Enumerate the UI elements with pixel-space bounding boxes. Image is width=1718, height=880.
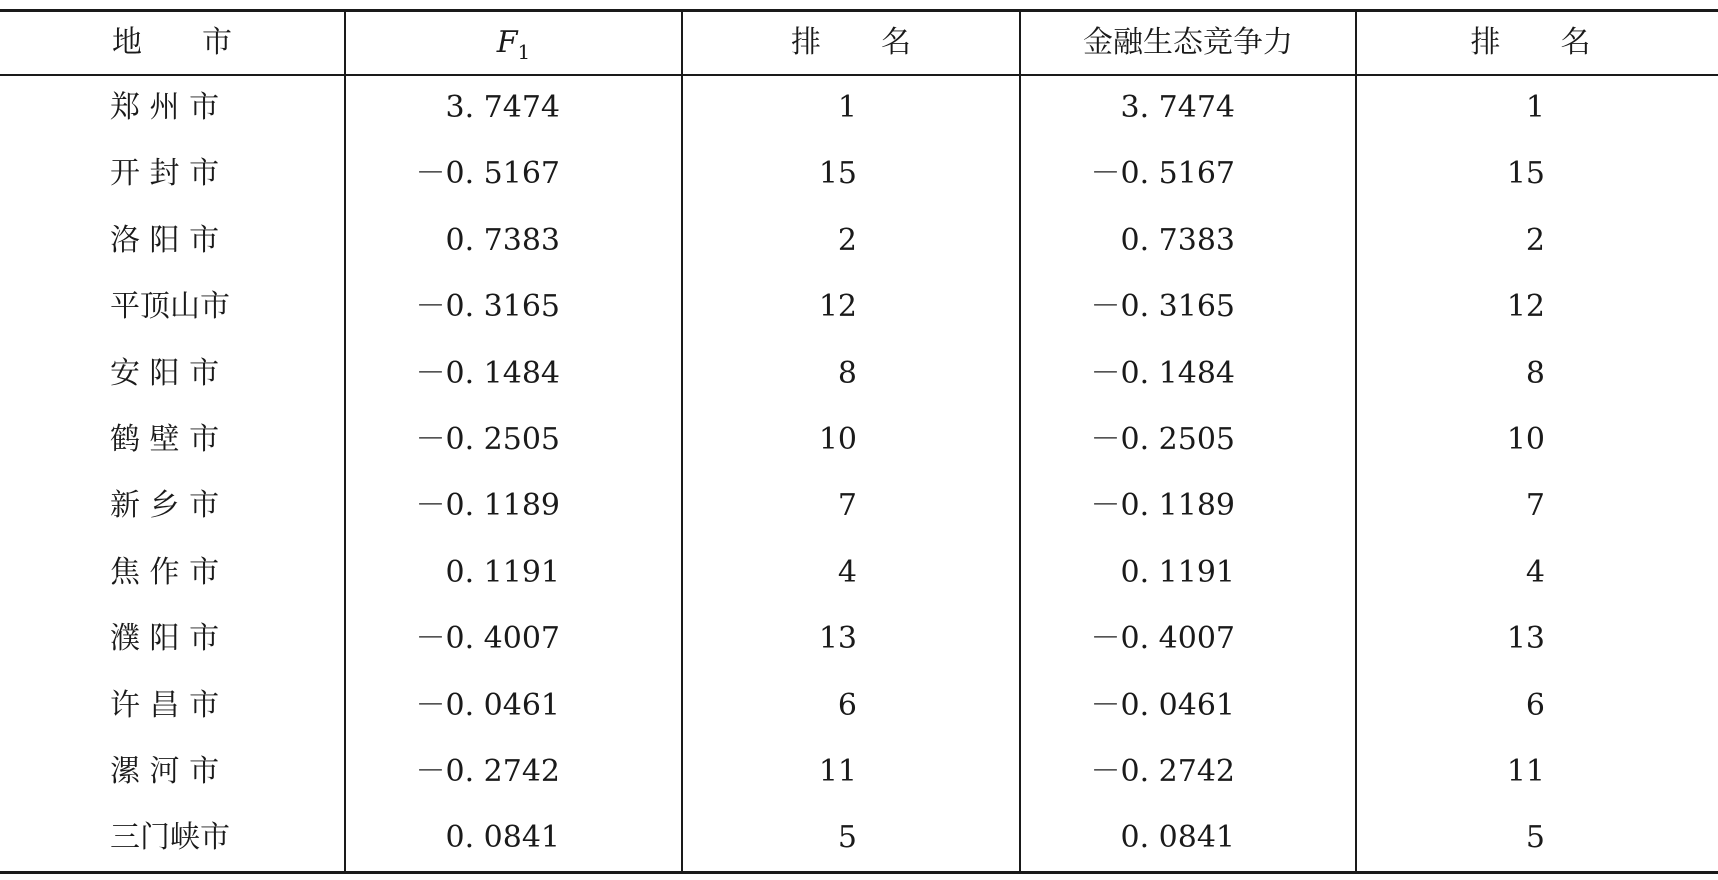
rank-cell: 10 — [1506, 422, 1545, 457]
table-row — [0, 213, 1718, 269]
city-cell: 鹤 壁 市 — [110, 422, 220, 457]
city-cell: 焦 作 市 — [110, 554, 220, 590]
table-row — [0, 478, 1718, 534]
header-rank: 排 名 — [1470, 25, 1591, 60]
table-row — [0, 80, 1718, 136]
table-row — [0, 346, 1718, 402]
rank-cell: 6 — [837, 687, 857, 723]
header-f1: $F_1$ — [496, 25, 531, 64]
f1-cell: －0. 2505 — [415, 422, 560, 457]
rank-cell: 2 — [1525, 222, 1545, 258]
header-rank: 排 名 — [791, 25, 911, 60]
competitiveness-cell: －0. 1484 — [1090, 355, 1235, 391]
rank-cell: 7 — [1525, 488, 1545, 524]
header-city: 地 市 — [112, 25, 232, 60]
rank-cell: 11 — [1506, 754, 1545, 789]
competitiveness-cell: －0. 2742 — [1090, 754, 1235, 789]
rank-cell: 1 — [1525, 90, 1545, 125]
city-cell: 平顶山市 — [110, 289, 230, 325]
rank-cell: 4 — [1525, 554, 1545, 590]
competitiveness-cell: －0. 5167 — [1090, 156, 1235, 192]
f1-cell: －0. 1484 — [415, 355, 560, 391]
rank-cell: 8 — [1525, 355, 1545, 391]
rank-cell: 8 — [837, 355, 857, 391]
city-cell: 开 封 市 — [110, 156, 220, 192]
city-cell: 新 乡 市 — [110, 488, 220, 524]
rank-cell: 7 — [837, 488, 857, 524]
header-row — [0, 11, 1718, 67]
f1-cell: －0. 5167 — [415, 156, 560, 192]
rank-cell: 5 — [837, 820, 857, 856]
rank-cell: 13 — [818, 621, 857, 657]
f1-cell: －0. 3165 — [415, 289, 560, 325]
city-cell: 郑 州 市 — [110, 90, 220, 125]
competitiveness-cell: 0. 1191 — [1120, 554, 1235, 590]
rank-cell: 1 — [837, 90, 857, 125]
rank-cell: 12 — [1506, 289, 1545, 325]
f1-cell: －0. 2742 — [415, 754, 560, 789]
table-row — [0, 412, 1718, 468]
rank-cell: 15 — [1506, 156, 1545, 192]
city-cell: 许 昌 市 — [110, 687, 220, 723]
competitiveness-cell: －0. 2505 — [1090, 422, 1235, 457]
city-cell: 三门峡市 — [110, 820, 230, 856]
competitiveness-cell: 0. 7383 — [1120, 222, 1235, 258]
f1-cell: 0. 0841 — [445, 820, 560, 856]
city-cell: 安 阳 市 — [110, 355, 220, 391]
bottom-rule — [0, 871, 1718, 874]
f1-cell: 3. 7474 — [445, 90, 560, 125]
competitiveness-cell: 0. 0841 — [1120, 820, 1235, 856]
table-row — [0, 545, 1718, 601]
header-competitiveness: 金融生态竞争力 — [1083, 25, 1293, 60]
city-cell: 濮 阳 市 — [110, 621, 220, 657]
competitiveness-cell: －0. 0461 — [1090, 687, 1235, 723]
f1-cell: －0. 4007 — [415, 621, 560, 657]
table-row — [0, 744, 1718, 800]
table-row — [0, 678, 1718, 734]
rank-cell: 10 — [818, 422, 857, 457]
city-cell: 漯 河 市 — [110, 754, 220, 789]
rank-cell: 5 — [1525, 820, 1545, 856]
competitiveness-cell: －0. 3165 — [1090, 289, 1235, 325]
competitiveness-cell: －0. 1189 — [1090, 488, 1235, 524]
table-row — [0, 810, 1718, 866]
f1-cell: 0. 7383 — [445, 222, 560, 258]
rank-cell: 11 — [818, 754, 857, 789]
rank-cell: 2 — [837, 222, 857, 258]
rank-cell: 6 — [1525, 687, 1545, 723]
rank-cell: 4 — [837, 554, 857, 590]
table-row — [0, 279, 1718, 335]
city-cell: 洛 阳 市 — [110, 222, 220, 258]
rank-cell: 13 — [1506, 621, 1545, 657]
f1-cell: －0. 0461 — [415, 687, 560, 723]
rank-cell: 15 — [818, 156, 857, 192]
table-row — [0, 146, 1718, 202]
rank-cell: 12 — [818, 289, 857, 325]
f1-cell: 0. 1191 — [445, 554, 560, 590]
competitiveness-cell: －0. 4007 — [1090, 621, 1235, 657]
f1-cell: －0. 1189 — [415, 488, 560, 524]
table-row — [0, 611, 1718, 667]
competitiveness-cell: 3. 7474 — [1120, 90, 1235, 125]
